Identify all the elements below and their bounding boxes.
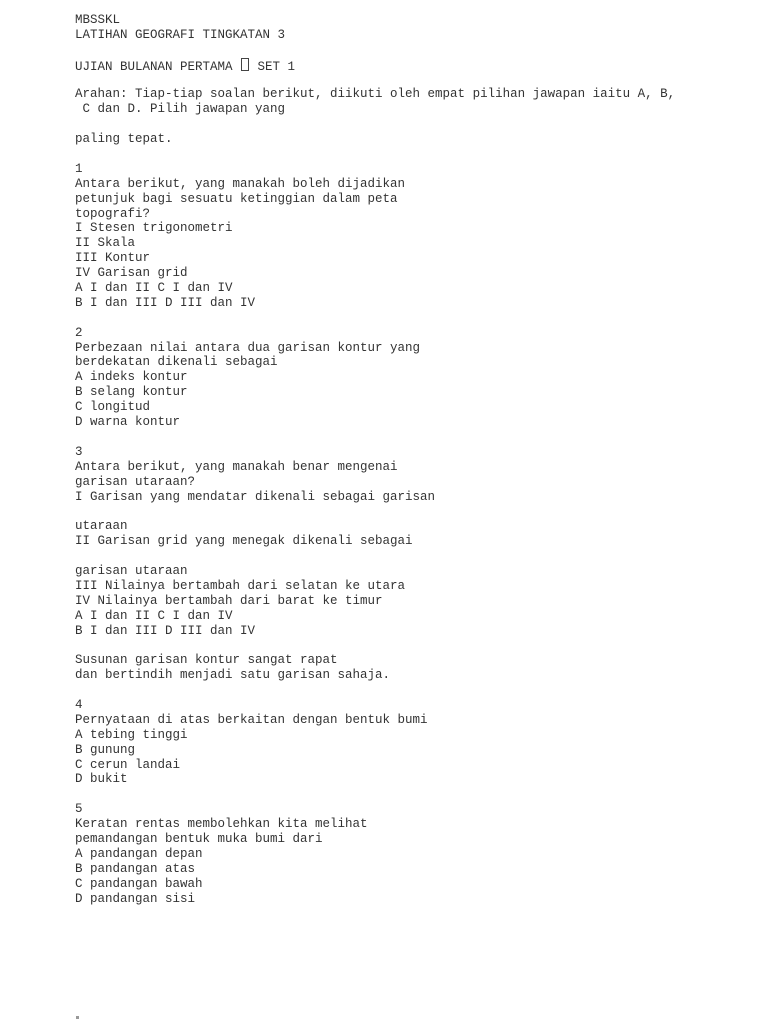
spacer xyxy=(75,638,735,653)
exam-title-part2: SET 1 xyxy=(250,59,296,74)
instructions-line: Arahan: Tiap-tiap soalan berikut, diikuti oleh empat pilihan jawapan iaitu A, B, xyxy=(75,87,676,102)
answer-option: D bukit xyxy=(75,772,128,787)
answer-option: B pandangan atas xyxy=(75,861,196,876)
exam-document xyxy=(75,13,735,906)
missing-glyph-icon xyxy=(241,58,249,71)
answer-option: C pandangan bawah xyxy=(75,876,203,891)
statement-item: II Skala xyxy=(75,236,136,251)
question-stem: Perbezaan nilai antara dua garisan kontur yang xyxy=(75,340,421,355)
question-stem: Antara berikut, yang manakah benar mengenai xyxy=(75,459,398,474)
passage-line: Susunan garisan kontur sangat rapat xyxy=(75,653,338,668)
answer-options: A I dan II C I dan IV xyxy=(75,281,233,296)
question-number: 5 xyxy=(75,802,83,817)
exam-title xyxy=(75,58,735,73)
page-corner-mark xyxy=(76,1016,79,1019)
answer-option: A pandangan depan xyxy=(75,846,203,861)
spacer xyxy=(75,311,735,326)
spacer xyxy=(75,549,735,564)
question-stem: pemandangan bentuk muka bumi dari xyxy=(75,831,323,846)
answer-option: C cerun landai xyxy=(75,757,181,772)
question-stem: garisan utaraan? xyxy=(75,474,196,489)
question-stem: Keratan rentas membolehkan kita melihat xyxy=(75,817,368,832)
statement-item: II Garisan grid yang menegak dikenali sebagai xyxy=(75,534,413,549)
answer-option: A indeks kontur xyxy=(75,370,188,385)
statement-item: I Stesen trigonometri xyxy=(75,221,233,236)
instructions-line: paling tepat. xyxy=(75,132,173,147)
instructions-line: C dan D. Pilih jawapan yang xyxy=(75,102,286,117)
spacer xyxy=(75,504,735,519)
spacer xyxy=(75,43,735,58)
document-title: LATIHAN GEOGRAFI TINGKATAN 3 xyxy=(75,27,286,42)
answer-option: B selang kontur xyxy=(75,385,188,400)
question-stem: Pernyataan di atas berkaitan dengan bentuk bumi xyxy=(75,712,428,727)
statement-item: III Nilainya bertambah dari selatan ke utara xyxy=(75,578,406,593)
spacer xyxy=(75,430,735,445)
question-number: 2 xyxy=(75,325,83,340)
answer-option: B gunung xyxy=(75,742,136,757)
question-number: 3 xyxy=(75,444,83,459)
question-stem: berdekatan dikenali sebagai xyxy=(75,355,278,370)
exam-title-part1: UJIAN BULANAN PERTAMA xyxy=(75,59,241,74)
answer-options: B I dan III D III dan IV xyxy=(75,295,256,310)
answer-option: A tebing tinggi xyxy=(75,727,188,742)
spacer xyxy=(75,683,735,698)
question-stem: topografi? xyxy=(75,206,151,221)
spacer xyxy=(75,117,735,132)
statement-item: IV Garisan grid xyxy=(75,266,188,281)
answer-options: B I dan III D III dan IV xyxy=(75,623,256,638)
statement-item: IV Nilainya bertambah dari barat ke timur xyxy=(75,593,383,608)
answer-option: D warna kontur xyxy=(75,415,181,430)
spacer xyxy=(75,787,735,802)
answer-option: C longitud xyxy=(75,400,151,415)
school-code: MBSSKL xyxy=(75,13,121,27)
statement-item: garisan utaraan xyxy=(75,563,188,578)
question-stem: Antara berikut, yang manakah boleh dijadikan xyxy=(75,176,406,191)
answer-options: A I dan II C I dan IV xyxy=(75,608,233,623)
answer-option: D pandangan sisi xyxy=(75,891,196,906)
question-stem: petunjuk bagi sesuatu ketinggian dalam peta xyxy=(75,191,398,206)
statement-item: utaraan xyxy=(75,519,128,534)
statement-item: I Garisan yang mendatar dikenali sebagai garisan xyxy=(75,489,436,504)
statement-item: III Kontur xyxy=(75,251,151,266)
spacer xyxy=(75,147,735,162)
passage-line: dan bertindih menjadi satu garisan sahaja. xyxy=(75,668,391,683)
question-number: 1 xyxy=(75,161,83,176)
question-number: 4 xyxy=(75,697,83,712)
spacer xyxy=(75,73,735,88)
